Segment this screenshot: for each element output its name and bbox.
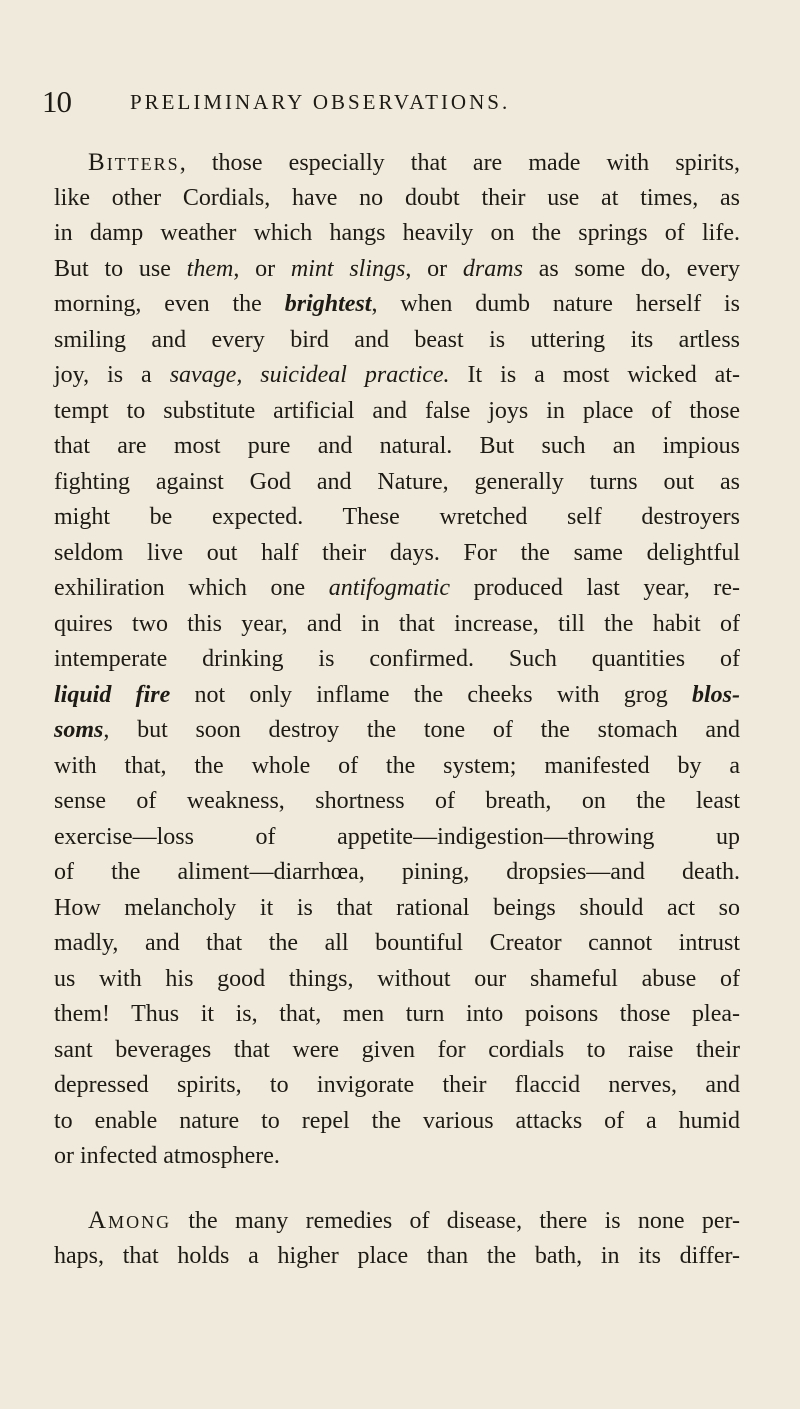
small-caps-word: BITTERS — [88, 149, 180, 176]
text-line: tempt to substitute artificial and false joys in place of those — [54, 397, 740, 424]
text-line: in damp weather which hangs heavily on the springs of life. — [54, 220, 740, 246]
text-line: them! Thus it is, that, men turn into poisons those plea- — [54, 1001, 740, 1027]
running-head: PRELIMINARY OBSERVATIONS. — [130, 90, 511, 114]
text-line: with that, the whole of the system; manifested by a — [54, 752, 740, 779]
text-line: exhiliration which one antifogmatic produced last year, re- — [54, 575, 740, 601]
text-line: How melancholy it is that rational beings should act so — [54, 894, 740, 921]
text-line: of the aliment—diarrhœa, pining, dropsies—and death. — [54, 859, 740, 885]
text-line: joy, is a savage, suicideal practice. It is a most wicked at- — [54, 362, 740, 388]
text-line: or infected atmosphere. — [54, 1143, 280, 1169]
page-number: 10 — [42, 84, 71, 119]
page-header — [42, 82, 702, 122]
text-line: BITTERS, those especially that are made with spirits, — [88, 149, 740, 176]
paragraph-among — [54, 1203, 740, 1274]
text-line: liquid fire not only inflame the cheeks with grog blos- — [54, 681, 740, 708]
text-line: sense of weakness, shortness of breath, on the least — [54, 788, 740, 814]
text-line: to enable nature to repel the various attacks of a humid — [54, 1107, 740, 1134]
text-line: might be expected. These wretched self destroyers — [54, 504, 740, 530]
text-line: sant beverages that were given for cordials to raise their — [54, 1036, 740, 1063]
text-line: AMONG the many remedies of disease, there is none per- — [88, 1207, 740, 1234]
text-line: seldom live out half their days. For the same delightful — [54, 539, 740, 566]
text-line: madly, and that the all bountiful Creator cannot intrust — [54, 930, 740, 956]
text-line: soms, but soon destroy the tone of the stomach and — [54, 717, 740, 743]
text-line: exercise—loss of appetite—indigestion—throwing up — [54, 823, 740, 850]
text-line: fighting against God and Nature, generally turns out as — [54, 468, 740, 495]
paragraph-bitters — [54, 145, 740, 1175]
text-line: that are most pure and natural. But such an impious — [54, 433, 740, 459]
text-line: smiling and every bird and beast is uttering its artless — [54, 326, 740, 353]
text-line: haps, that holds a higher place than the bath, in its differ- — [54, 1242, 740, 1269]
text-line: us with his good things, without our shameful abuse of — [54, 965, 740, 992]
text-line: But to use them, or mint slings, or drams as some do, every — [54, 255, 741, 282]
text-line: like other Cordials, have no doubt their use at times, as — [54, 184, 740, 211]
text-line: morning, even the brightest, when dumb nature herself is — [54, 291, 741, 317]
small-caps-word: AMONG — [88, 1207, 172, 1234]
text-line: quires two this year, and in that increase, till the habit of — [54, 610, 740, 637]
text-line: depressed spirits, to invigorate their flaccid nerves, and — [54, 1072, 740, 1098]
text-line: intemperate drinking is confirmed. Such quantities of — [54, 646, 740, 672]
